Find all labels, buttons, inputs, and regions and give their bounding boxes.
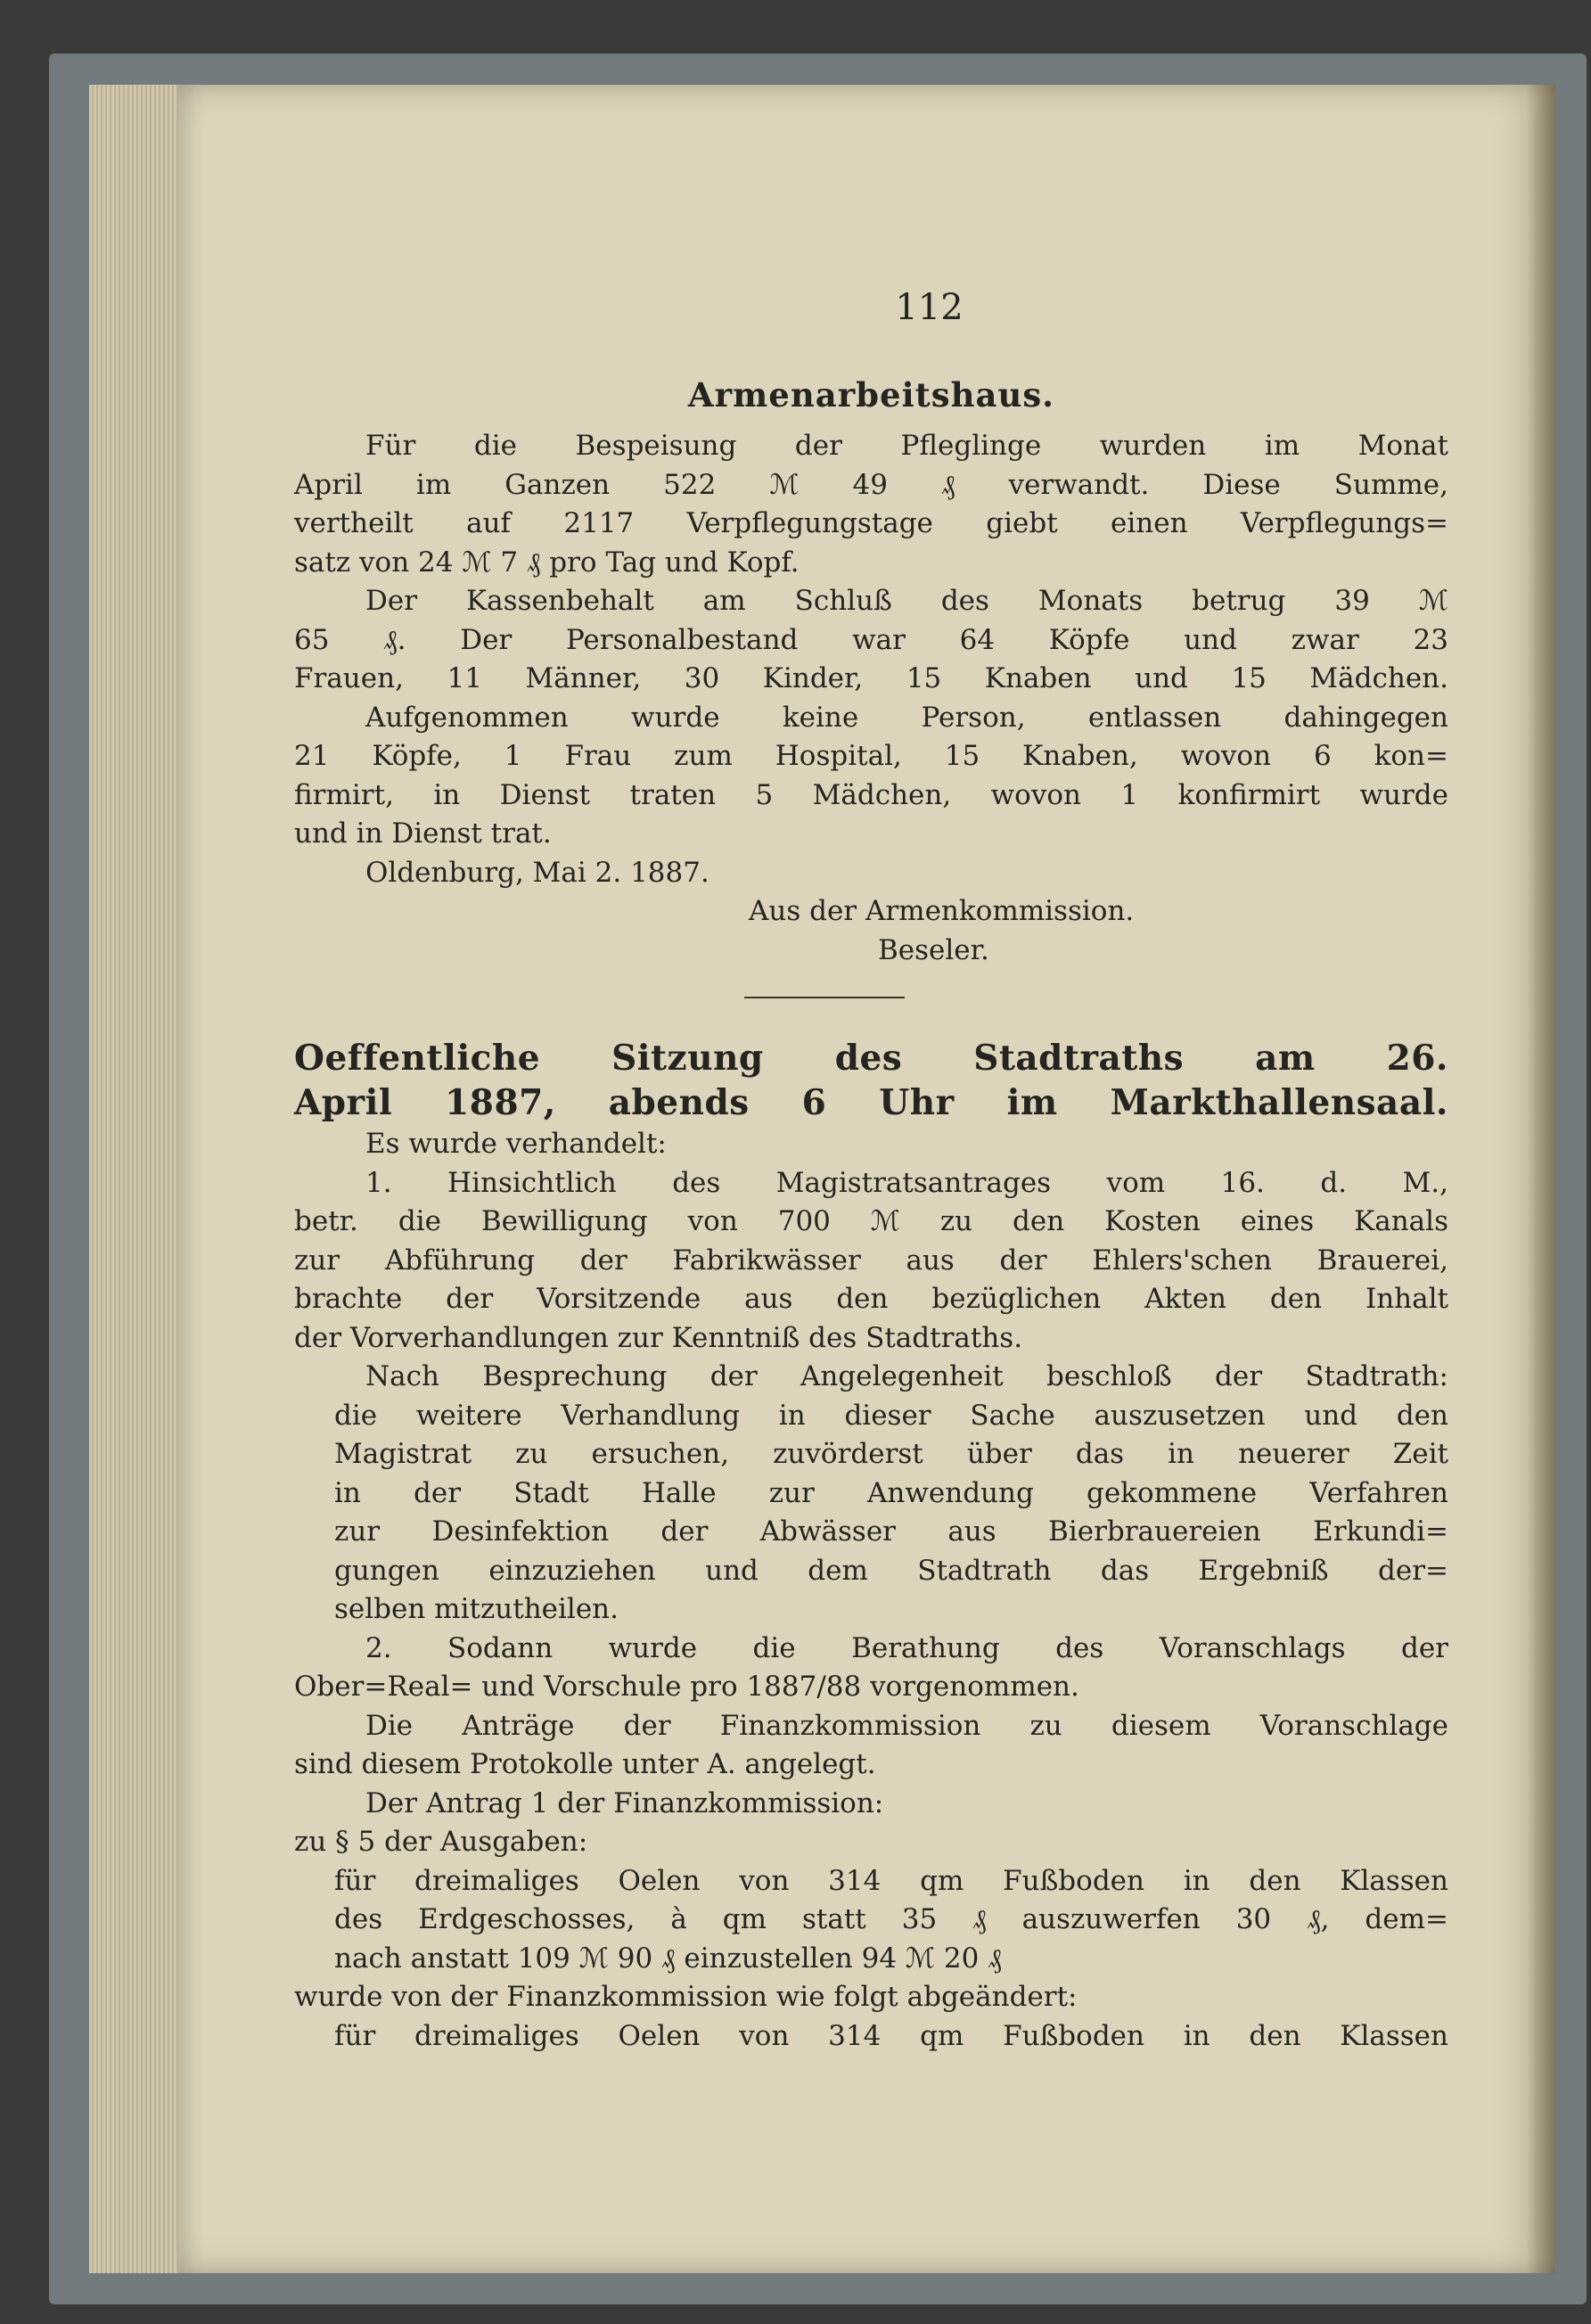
text-line: des Erdgeschosses, à qm statt 35 ₰ auszuwerfen 30 ₰, dem= bbox=[334, 1903, 1448, 1935]
text-line: Der Antrag 1 der Finanzkommission: bbox=[365, 1786, 884, 1819]
signature-name: Beseler. bbox=[878, 933, 989, 966]
text-line: 65 ₰. Der Personalbestand war 64 Köpfe und zwar 23 bbox=[294, 623, 1448, 656]
text-line: Aufgenommen wurde keine Person, entlassen dahingegen bbox=[365, 701, 1448, 734]
section-heading: Armenarbeitshaus. bbox=[687, 375, 1055, 415]
page-edges bbox=[89, 85, 192, 2273]
text-line: Es wurde verhandelt: bbox=[365, 1128, 667, 1160]
text-line: 21 Köpfe, 1 Frau zum Hospital, 15 Knaben, wovon 6 kon= bbox=[294, 740, 1448, 772]
section-divider bbox=[744, 997, 905, 998]
page-gutter-shadow bbox=[1527, 85, 1555, 2273]
section-stadtrath-sitzung bbox=[294, 1036, 1448, 2056]
text-line: vertheilt auf 2117 Verpflegungstage giebt einen Verpflegungs= bbox=[294, 507, 1448, 539]
signature-org: Aus der Armenkommission. bbox=[749, 895, 1135, 927]
text-line: Für die Bespeisung der Pfleglinge wurden im Monat bbox=[365, 430, 1448, 462]
text-line: für dreimaliges Oelen von 314 qm Fußboden in den Klassen bbox=[334, 2019, 1448, 2052]
text-line: für dreimaliges Oelen von 314 qm Fußboden in den Klassen bbox=[334, 1864, 1448, 1897]
text-line: die weitere Verhandlung in dieser Sache auszusetzen und den bbox=[334, 1399, 1448, 1432]
text-line: 2. Sodann wurde die Berathung des Voranschlags der bbox=[365, 1631, 1448, 1664]
text-line: nach anstatt 109 ℳ 90 ₰ einzustellen 94 ℳ 20 ₰ bbox=[334, 1942, 1002, 1975]
text-line: zu § 5 der Ausgaben: bbox=[294, 1826, 588, 1858]
text-line: betr. die Bewilligung von 700 ℳ zu den Kosten eines Kanals bbox=[294, 1205, 1448, 1237]
text-line: Der Kassenbehalt am Schluß des Monats betrug 39 ℳ bbox=[365, 585, 1448, 617]
text-line: zur Desinfektion der Abwässer aus Bierbrauereien Erkundi= bbox=[334, 1515, 1448, 1548]
text-line: wurde von der Finanzkommission wie folgt abgeändert: bbox=[294, 1981, 1078, 2013]
text-line: Nach Besprechung der Angelegenheit beschloß der Stadtrath: bbox=[365, 1360, 1448, 1392]
text-line: Magistrat zu ersuchen, zuvörderst über das in neuerer Zeit bbox=[334, 1438, 1448, 1470]
text-line: firmirt, in Dienst traten 5 Mädchen, wovon 1 konfirmirt wurde bbox=[294, 778, 1448, 811]
text-line: der Vorverhandlungen zur Kenntniß des Stadtraths. bbox=[294, 1321, 1023, 1354]
text-line: in der Stadt Halle zur Anwendung gekommene Verfahren bbox=[334, 1476, 1448, 1509]
text-line: gungen einzuziehen und dem Stadtrath das Ergebniß der= bbox=[334, 1554, 1448, 1587]
text-line: 1. Hinsichtlich des Magistratsantrages vom 16. d. M., bbox=[365, 1166, 1448, 1199]
page-number: 112 bbox=[895, 287, 964, 328]
text-line: zur Abführung der Fabrikwässer aus der Ehlers'schen Brauerei, bbox=[294, 1244, 1448, 1277]
text-line: Die Anträge der Finanzkommission zu diesem Voranschlage bbox=[365, 1709, 1448, 1742]
text-line: selben mitzutheilen. bbox=[334, 1593, 619, 1625]
section-heading-line: Oeffentliche Sitzung des Stadtraths am 26. bbox=[294, 1038, 1448, 1079]
date-line: Oldenburg, Mai 2. 1887. bbox=[365, 856, 709, 889]
text-line: Ober=Real= und Vorschule pro 1887/88 vorgenommen. bbox=[294, 1671, 1079, 1703]
text-line: satz von 24 ℳ 7 ₰ pro Tag und Kopf. bbox=[294, 546, 800, 579]
text-line: brachte der Vorsitzende aus den bezüglichen Akten den Inhalt bbox=[294, 1283, 1448, 1315]
text-line: und in Dienst trat. bbox=[294, 817, 552, 850]
page-text bbox=[294, 281, 1448, 2056]
section-armenarbeitshaus bbox=[294, 368, 1448, 970]
text-line: April im Ganzen 522 ℳ 49 ₰ verwandt. Diese Summe, bbox=[294, 468, 1448, 501]
text-line: sind diesem Protokolle unter A. angelegt. bbox=[294, 1748, 876, 1780]
text-line: Frauen, 11 Männer, 30 Kinder, 15 Knaben und 15 Mädchen. bbox=[294, 662, 1448, 694]
section-heading-line: April 1887, abends 6 Uhr im Markthallensaal. bbox=[294, 1082, 1448, 1123]
